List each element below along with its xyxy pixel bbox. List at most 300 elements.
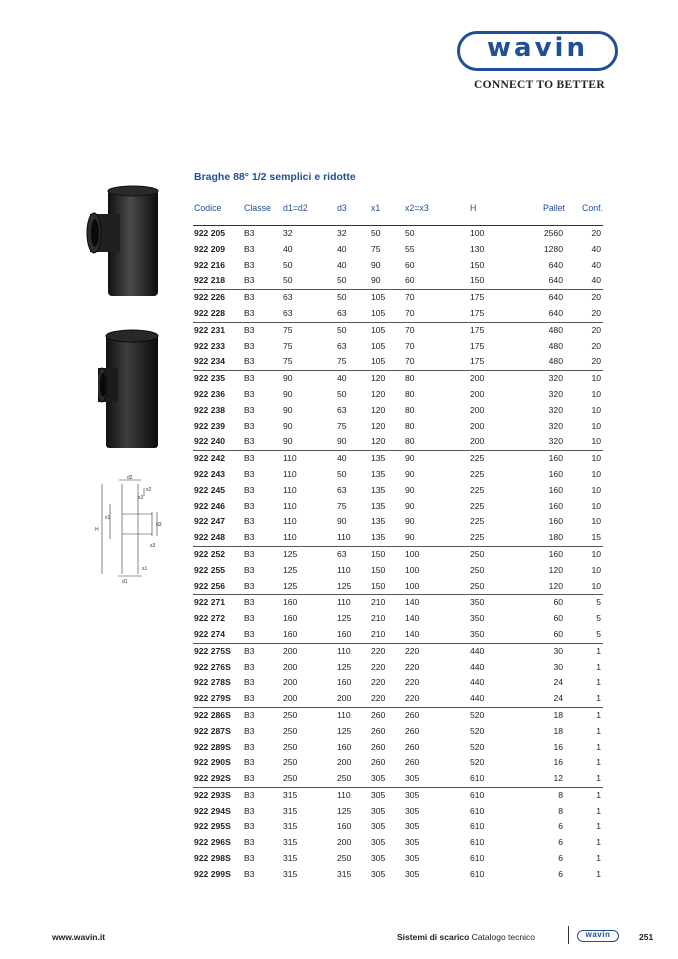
cell-d1: 250 [283, 773, 298, 784]
cell-d3: 125 [337, 805, 352, 816]
footer-catalog-rest: Catalogo tecnico [469, 932, 535, 942]
cell-conf: 10 [591, 548, 601, 559]
cell-conf: 20 [591, 228, 601, 238]
label-H: H [95, 527, 99, 533]
label-x3: x3 [138, 495, 144, 501]
cell-h: 610 [470, 853, 485, 864]
cell-pallet: 16 [553, 757, 563, 768]
cell-d1: 63 [283, 307, 293, 318]
table-row [193, 691, 603, 707]
cell-x2: 100 [405, 548, 420, 559]
cell-x2: 90 [405, 532, 415, 543]
cell-pallet: 60 [553, 613, 563, 624]
cell-x1: 260 [371, 709, 386, 720]
cell-classe: B3 [244, 275, 255, 286]
cell-x2: 90 [405, 500, 415, 511]
cell-x2: 50 [405, 228, 415, 238]
cell-codice: 922 296S [194, 837, 231, 848]
cell-d1: 40 [283, 243, 293, 254]
cell-pallet: 60 [553, 628, 563, 639]
table-row [193, 354, 603, 370]
brand-slogan: CONNECT TO BETTER [474, 79, 606, 91]
table-header [193, 200, 603, 226]
cell-conf: 5 [596, 613, 601, 624]
cell-classe: B3 [244, 580, 255, 591]
cell-codice: 922 216 [194, 259, 226, 270]
header-x2: x2=x3 [405, 203, 429, 213]
table-row [193, 627, 603, 643]
product-table [193, 200, 603, 883]
cell-pallet: 6 [558, 821, 563, 832]
table-row [193, 740, 603, 756]
cell-x1: 305 [371, 805, 386, 816]
cell-d1: 200 [283, 661, 298, 672]
cell-d1: 50 [283, 259, 293, 270]
tee-fitting-photo [86, 184, 164, 300]
table-row [193, 403, 603, 419]
cell-conf: 40 [591, 275, 601, 286]
cell-d3: 315 [337, 868, 352, 879]
cell-d3: 63 [337, 548, 347, 559]
cell-d3: 160 [337, 677, 352, 688]
cell-codice: 922 233 [194, 340, 226, 351]
cell-d1: 50 [283, 275, 293, 286]
cell-d1: 90 [283, 373, 293, 384]
cell-conf: 20 [591, 292, 601, 303]
cell-d3: 90 [337, 436, 347, 447]
cell-x1: 305 [371, 853, 386, 864]
cell-codice: 922 287S [194, 725, 231, 736]
cell-h: 610 [470, 821, 485, 832]
cell-h: 610 [470, 773, 485, 784]
cell-d3: 110 [337, 709, 351, 720]
label-d1: d1 [122, 579, 128, 584]
cell-x1: 120 [371, 388, 386, 399]
header-d1: d1=d2 [283, 203, 308, 213]
label-x2: x2 [146, 487, 152, 493]
label-d3: d3 [156, 522, 162, 528]
cell-x2: 60 [405, 275, 415, 286]
cell-conf: 5 [596, 628, 601, 639]
cell-x2: 260 [405, 709, 420, 720]
cell-x2: 220 [405, 661, 420, 672]
table-row [193, 771, 603, 787]
cell-codice: 922 205 [194, 228, 226, 238]
table-row [193, 755, 603, 771]
cell-classe: B3 [244, 548, 255, 559]
cell-x1: 150 [371, 580, 386, 591]
cell-x1: 305 [371, 789, 386, 800]
cell-conf: 5 [596, 597, 601, 608]
cell-pallet: 60 [553, 597, 563, 608]
cell-codice: 922 252 [194, 548, 226, 559]
cell-d1: 75 [283, 340, 293, 351]
cell-pallet: 6 [558, 837, 563, 848]
cell-codice: 922 256 [194, 580, 226, 591]
cell-pallet: 480 [548, 340, 563, 351]
cell-codice: 922 279S [194, 693, 231, 704]
cell-x1: 210 [371, 613, 386, 624]
cell-d1: 315 [283, 821, 298, 832]
table-row [193, 643, 603, 660]
cell-d3: 250 [337, 773, 352, 784]
cell-h: 225 [470, 532, 485, 543]
footer-logo-wordmark: wavin [585, 930, 611, 939]
cell-h: 225 [470, 468, 485, 479]
cell-conf: 10 [591, 564, 601, 575]
cell-classe: B3 [244, 597, 255, 608]
cell-conf: 20 [591, 324, 601, 335]
label-d2: d2 [127, 475, 133, 481]
cell-x2: 70 [405, 356, 415, 367]
cell-conf: 1 [596, 725, 601, 736]
cell-d1: 250 [283, 709, 298, 720]
cell-conf: 1 [596, 709, 601, 720]
cell-x1: 150 [371, 548, 386, 559]
header-pallet: Pallet [542, 203, 565, 213]
footer-catalog-bold: Sistemi di scarico [397, 932, 470, 942]
cell-d1: 32 [283, 228, 293, 238]
cell-conf: 1 [596, 868, 601, 879]
cell-x2: 260 [405, 725, 420, 736]
cell-h: 225 [470, 516, 485, 527]
cell-pallet: 1280 [543, 243, 563, 254]
cell-h: 350 [470, 613, 485, 624]
table-row [193, 289, 603, 306]
table-row [193, 258, 603, 274]
cell-h: 610 [470, 868, 485, 879]
cell-classe: B3 [244, 420, 255, 431]
table-row [193, 370, 603, 387]
cell-codice: 922 209 [194, 243, 226, 254]
cell-x2: 80 [405, 373, 415, 384]
cell-h: 175 [470, 356, 485, 367]
cell-d1: 110 [283, 500, 297, 511]
cell-codice: 922 272 [194, 613, 226, 624]
cell-conf: 10 [591, 580, 601, 591]
cell-conf: 1 [596, 805, 601, 816]
cell-pallet: 2560 [543, 228, 563, 238]
table-body [193, 226, 603, 883]
cell-classe: B3 [244, 757, 255, 768]
footer-divider [568, 926, 569, 944]
cell-h: 520 [470, 741, 485, 752]
cell-conf: 1 [596, 645, 601, 656]
cell-pallet: 18 [553, 725, 563, 736]
cell-x1: 150 [371, 564, 386, 575]
cell-classe: B3 [244, 868, 255, 879]
cell-x2: 80 [405, 436, 415, 447]
cell-conf: 20 [591, 307, 601, 318]
cell-conf: 15 [591, 532, 601, 543]
cell-d1: 90 [283, 436, 293, 447]
table-row [193, 724, 603, 740]
cell-x1: 260 [371, 741, 386, 752]
cell-pallet: 180 [548, 532, 563, 543]
cell-conf: 20 [591, 356, 601, 367]
cell-h: 250 [470, 580, 485, 591]
tee-technical-drawing [92, 474, 164, 584]
cell-x2: 305 [405, 805, 420, 816]
cell-h: 200 [470, 373, 485, 384]
table-row [193, 226, 603, 242]
cell-classe: B3 [244, 356, 255, 367]
cell-d3: 63 [337, 404, 347, 415]
cell-x1: 220 [371, 693, 386, 704]
cell-h: 175 [470, 292, 485, 303]
cell-conf: 1 [596, 661, 601, 672]
cell-conf: 1 [596, 837, 601, 848]
cell-pallet: 12 [553, 773, 563, 784]
section-title: Braghe 88° 1/2 semplici e ridotte [194, 171, 356, 183]
cell-pallet: 120 [548, 564, 563, 575]
cell-classe: B3 [244, 773, 255, 784]
table-row [193, 563, 603, 579]
cell-h: 440 [470, 661, 485, 672]
cell-x1: 135 [371, 453, 386, 464]
cell-classe: B3 [244, 436, 255, 447]
cell-codice: 922 271 [194, 597, 226, 608]
cell-h: 610 [470, 837, 485, 848]
cell-d3: 160 [337, 741, 352, 752]
cell-d1: 75 [283, 324, 293, 335]
cell-d3: 125 [337, 580, 352, 591]
cell-codice: 922 290S [194, 757, 231, 768]
cell-pallet: 640 [548, 259, 563, 270]
cell-classe: B3 [244, 628, 255, 639]
cell-pallet: 160 [548, 516, 563, 527]
cell-d1: 160 [283, 628, 298, 639]
cell-h: 175 [470, 324, 485, 335]
cell-d1: 160 [283, 597, 298, 608]
cell-codice: 922 248 [194, 532, 226, 543]
cell-h: 250 [470, 564, 485, 575]
cell-x2: 90 [405, 468, 415, 479]
cell-codice: 922 218 [194, 275, 226, 286]
cell-h: 175 [470, 340, 485, 351]
cell-h: 610 [470, 805, 485, 816]
cell-x1: 260 [371, 725, 386, 736]
cell-d1: 110 [283, 484, 297, 495]
cell-x2: 80 [405, 388, 415, 399]
cell-codice: 922 298S [194, 853, 231, 864]
header-codice: Codice [194, 203, 222, 213]
table-row [193, 273, 603, 289]
cell-d3: 110 [337, 532, 351, 543]
table-row [193, 579, 603, 595]
cell-classe: B3 [244, 243, 255, 254]
cell-conf: 1 [596, 693, 601, 704]
header-h: H [470, 203, 477, 213]
label-s1: s1 [142, 566, 148, 572]
cell-codice: 922 239 [194, 420, 226, 431]
cell-classe: B3 [244, 228, 255, 238]
cell-classe: B3 [244, 468, 255, 479]
footer-website[interactable]: www.wavin.it [52, 932, 106, 942]
cell-d3: 40 [337, 453, 347, 464]
cell-d3: 200 [337, 837, 352, 848]
cell-x1: 75 [371, 243, 381, 254]
table-row [193, 514, 603, 530]
cell-d1: 90 [283, 420, 293, 431]
cell-conf: 20 [591, 340, 601, 351]
cell-pallet: 320 [548, 436, 563, 447]
cell-pallet: 320 [548, 420, 563, 431]
cell-x2: 305 [405, 773, 420, 784]
cell-conf: 10 [591, 420, 601, 431]
cell-d1: 125 [283, 564, 298, 575]
cell-d3: 63 [337, 484, 347, 495]
cell-h: 200 [470, 436, 485, 447]
cell-d3: 125 [337, 661, 352, 672]
cell-pallet: 24 [553, 677, 563, 688]
label-s3: s3 [150, 543, 156, 549]
cell-x1: 105 [371, 324, 386, 335]
cell-x2: 90 [405, 453, 415, 464]
cell-pallet: 6 [558, 853, 563, 864]
table-row [193, 707, 603, 724]
cell-d1: 200 [283, 693, 298, 704]
cell-x2: 305 [405, 837, 420, 848]
cell-d3: 50 [337, 468, 347, 479]
cell-classe: B3 [244, 725, 255, 736]
table-row [193, 851, 603, 867]
cell-classe: B3 [244, 741, 255, 752]
cell-d3: 32 [337, 228, 347, 238]
cell-classe: B3 [244, 693, 255, 704]
cell-d1: 90 [283, 388, 293, 399]
cell-codice: 922 295S [194, 821, 231, 832]
cell-conf: 10 [591, 404, 601, 415]
cell-x1: 50 [371, 228, 381, 238]
cell-d3: 200 [337, 757, 352, 768]
cell-conf: 40 [591, 243, 601, 254]
cell-x1: 220 [371, 661, 386, 672]
footer-catalog-title [397, 932, 535, 942]
cell-x1: 305 [371, 868, 386, 879]
cell-h: 225 [470, 500, 485, 511]
cell-codice: 922 242 [194, 453, 226, 464]
cell-x1: 90 [371, 259, 381, 270]
cell-pallet: 480 [548, 356, 563, 367]
cell-h: 150 [470, 259, 485, 270]
cell-x1: 135 [371, 500, 386, 511]
cell-x1: 105 [371, 307, 386, 318]
cell-conf: 1 [596, 821, 601, 832]
cell-pallet: 18 [553, 709, 563, 720]
cell-classe: B3 [244, 837, 255, 848]
cell-pallet: 320 [548, 404, 563, 415]
cell-conf: 1 [596, 757, 601, 768]
cell-x1: 105 [371, 292, 386, 303]
cell-x1: 90 [371, 275, 381, 286]
cell-x2: 90 [405, 484, 415, 495]
cell-codice: 922 240 [194, 436, 226, 447]
cell-pallet: 16 [553, 741, 563, 752]
cell-codice: 922 243 [194, 468, 226, 479]
cell-classe: B3 [244, 340, 255, 351]
logo-wordmark: wavin [487, 33, 588, 63]
cell-h: 250 [470, 548, 485, 559]
cell-x2: 305 [405, 821, 420, 832]
table-row [193, 835, 603, 851]
cell-codice: 922 231 [194, 324, 226, 335]
cell-h: 130 [470, 243, 485, 254]
cell-classe: B3 [244, 516, 255, 527]
cell-h: 350 [470, 628, 485, 639]
cell-classe: B3 [244, 324, 255, 335]
cell-x2: 55 [405, 243, 415, 254]
cell-classe: B3 [244, 453, 255, 464]
cell-x2: 70 [405, 340, 415, 351]
table-row [193, 467, 603, 483]
cell-x1: 210 [371, 597, 386, 608]
cell-x1: 120 [371, 404, 386, 415]
cell-pallet: 160 [548, 468, 563, 479]
cell-pallet: 480 [548, 324, 563, 335]
cell-x2: 80 [405, 420, 415, 431]
cell-x1: 120 [371, 420, 386, 431]
cell-x2: 305 [405, 789, 420, 800]
table-row [193, 483, 603, 499]
cell-pallet: 30 [553, 645, 563, 656]
cell-conf: 1 [596, 677, 601, 688]
cell-codice: 922 286S [194, 709, 231, 720]
cell-conf: 1 [596, 773, 601, 784]
cell-codice: 922 245 [194, 484, 226, 495]
table-row [193, 450, 603, 467]
table-row [193, 660, 603, 676]
cell-d1: 75 [283, 356, 293, 367]
cell-x2: 70 [405, 307, 415, 318]
cell-d3: 63 [337, 340, 347, 351]
cell-codice: 922 289S [194, 741, 231, 752]
cell-pallet: 8 [558, 805, 563, 816]
cell-x1: 220 [371, 677, 386, 688]
cell-d3: 160 [337, 821, 352, 832]
cell-codice: 922 228 [194, 307, 226, 318]
cell-d1: 125 [283, 580, 298, 591]
cell-classe: B3 [244, 388, 255, 399]
cell-classe: B3 [244, 661, 255, 672]
cell-d1: 160 [283, 613, 298, 624]
cell-classe: B3 [244, 821, 255, 832]
cell-codice: 922 299S [194, 868, 231, 879]
cell-codice: 922 247 [194, 516, 226, 527]
table-row [193, 611, 603, 627]
cell-h: 520 [470, 757, 485, 768]
cell-d1: 125 [283, 548, 298, 559]
cell-codice: 922 275S [194, 645, 231, 656]
cell-pallet: 160 [548, 484, 563, 495]
cell-classe: B3 [244, 484, 255, 495]
cell-h: 440 [470, 693, 485, 704]
cell-pallet: 320 [548, 373, 563, 384]
cell-pallet: 640 [548, 292, 563, 303]
cell-x2: 305 [405, 853, 420, 864]
footer-wavin-logo [577, 930, 619, 942]
cell-conf: 10 [591, 484, 601, 495]
cell-codice: 922 236 [194, 388, 226, 399]
cell-pallet: 160 [548, 548, 563, 559]
cell-pallet: 30 [553, 661, 563, 672]
cell-classe: B3 [244, 532, 255, 543]
table-row [193, 530, 603, 546]
table-row [193, 434, 603, 450]
cell-classe: B3 [244, 307, 255, 318]
cell-d3: 125 [337, 613, 352, 624]
cell-h: 150 [470, 275, 485, 286]
